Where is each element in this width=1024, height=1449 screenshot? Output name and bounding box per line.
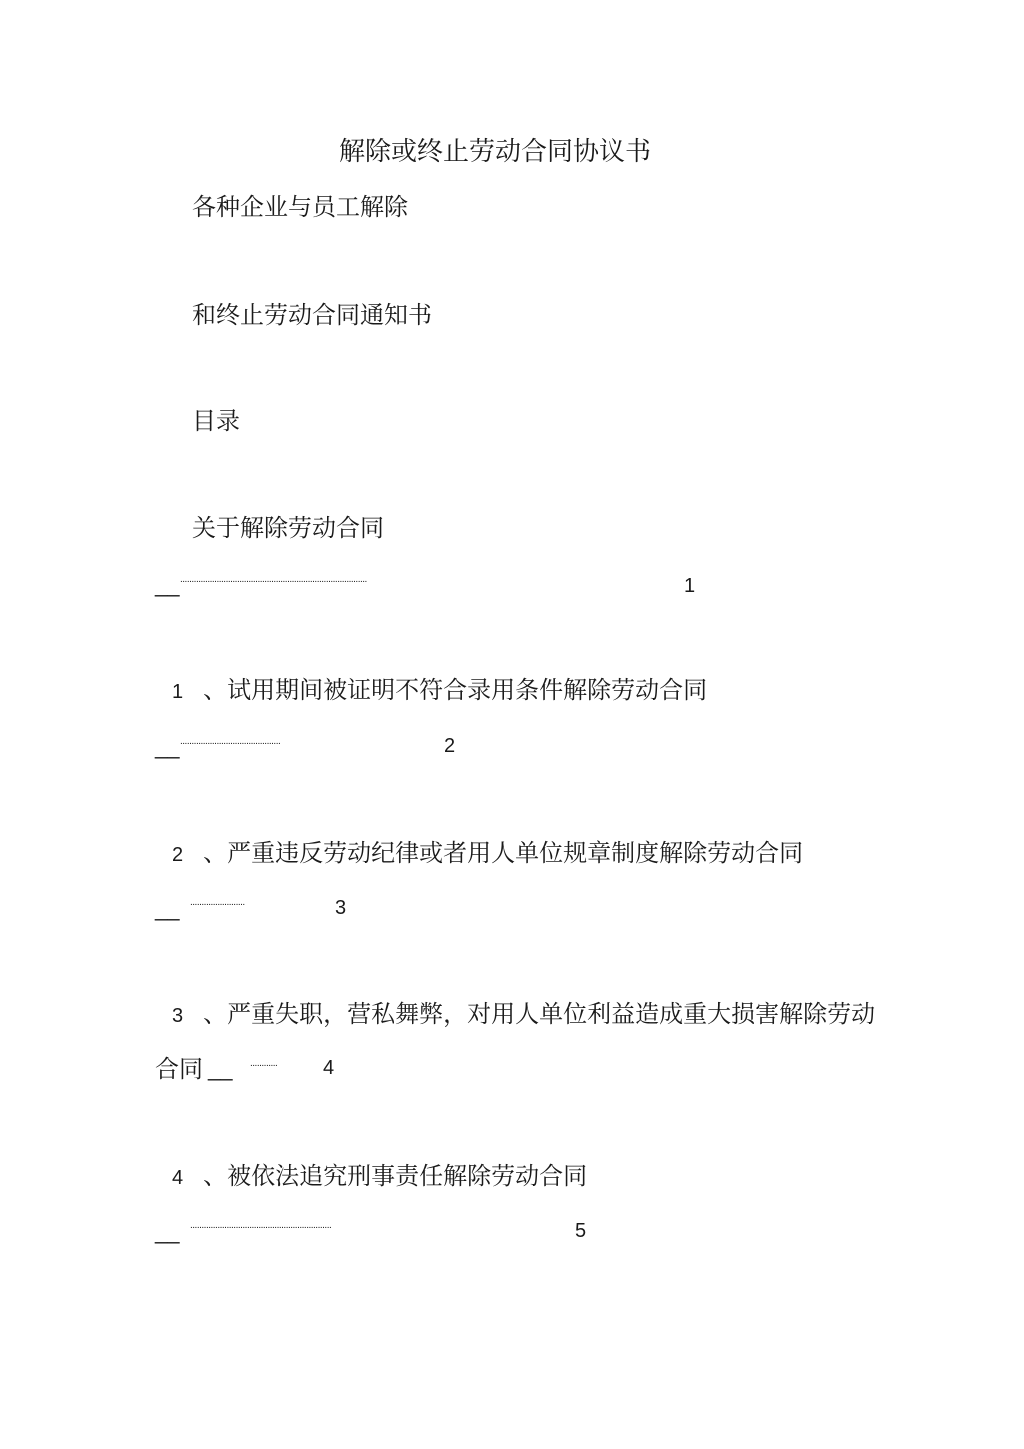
toc-entry-2-number: 2 xyxy=(172,844,184,866)
toc-entry-3-page-number: 4 xyxy=(323,1057,335,1079)
toc-entry-0-page-number: 1 xyxy=(684,575,696,597)
toc-entry-1-leader-dots: ............................................ xyxy=(180,736,281,747)
toc-entry-4-number: 4 xyxy=(172,1167,184,1189)
toc-entry-1-number: 1 xyxy=(172,681,184,703)
toc-entry-1-page-number: 2 xyxy=(444,735,456,757)
toc-entry-0-leader-dots: .................................................................................. xyxy=(180,574,367,585)
toc-entry-1-blank: __ xyxy=(155,734,180,759)
subtitle-line-2: 和终止劳动合同通知书 xyxy=(192,301,432,329)
subtitle-line-1: 各种企业与员工解除 xyxy=(192,193,408,221)
toc-entry-3-text-cont: 合同 xyxy=(155,1055,203,1083)
toc-entry-4-blank: __ xyxy=(155,1219,180,1244)
toc-entry-1-text: 、试用期间被证明不符合录用条件解除劳动合同 xyxy=(203,676,708,704)
toc-entry-2-blank: __ xyxy=(155,896,180,921)
toc-entry-0-text: 关于解除劳动合同 xyxy=(192,514,384,542)
toc-entry-3-leader-dots: ............ xyxy=(250,1058,278,1069)
toc-entry-2-leader-dots: ........................ xyxy=(190,897,245,908)
toc-entry-4 xyxy=(172,1161,587,1193)
toc-entry-0-blank: __ xyxy=(155,572,180,597)
toc-entry-4-leader-dots: .............................................................. xyxy=(190,1220,332,1231)
toc-entry-2-page-number: 3 xyxy=(335,897,347,919)
toc-entry-3 xyxy=(172,999,875,1031)
toc-entry-3-number: 3 xyxy=(172,1005,184,1027)
toc-entry-2-text: 、严重违反劳动纪律或者用人单位规章制度解除劳动合同 xyxy=(203,839,804,867)
toc-entry-4-text: 、被依法追究刑事责任解除劳动合同 xyxy=(203,1162,588,1190)
toc-entry-3-text: 、严重失职，营私舞弊，对用人单位利益造成重大损害解除劳动 xyxy=(203,1000,876,1028)
toc-entry-2 xyxy=(172,838,803,870)
document-title: 解除或终止劳动合同协议书 xyxy=(338,137,651,167)
toc-heading: 目录 xyxy=(192,407,240,435)
toc-entry-1 xyxy=(172,675,707,707)
toc-entry-3-blank: __ xyxy=(208,1056,233,1081)
toc-entry-4-page-number: 5 xyxy=(575,1220,587,1242)
